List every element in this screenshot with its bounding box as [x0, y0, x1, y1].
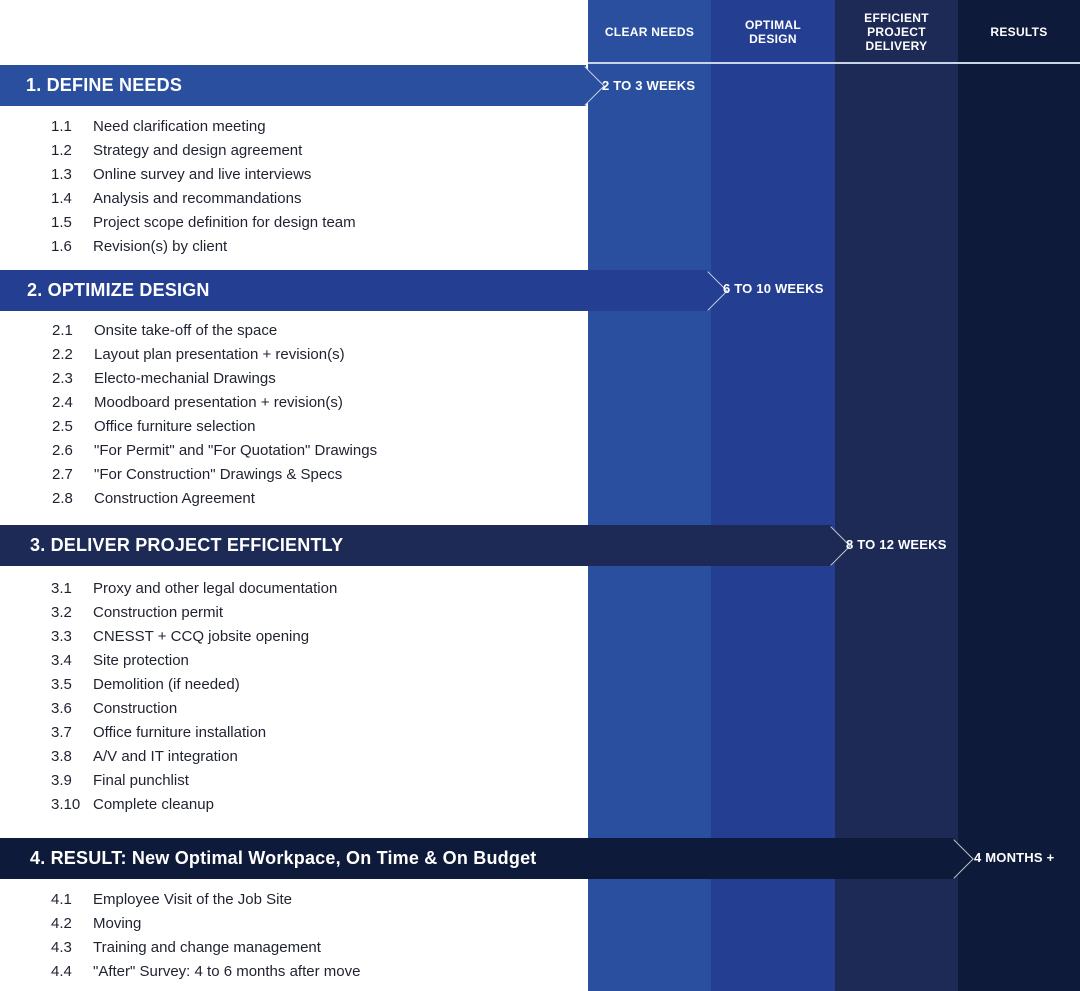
list-item — [0, 648, 588, 672]
item-number: 1.5 — [51, 213, 72, 231]
item-text: Moodboard presentation + revision(s) — [94, 393, 343, 411]
item-number: 3.6 — [51, 699, 72, 717]
item-number: 2.8 — [52, 489, 73, 507]
item-text: Office furniture installation — [93, 723, 267, 741]
item-number: 4.1 — [51, 890, 72, 908]
list-item — [0, 744, 588, 768]
list-item — [0, 234, 588, 258]
item-number: 3.5 — [51, 675, 72, 693]
column-header-results: RESULTS — [990, 24, 1048, 39]
item-text: Construction Agreement — [94, 489, 255, 507]
phase-column-results — [958, 0, 1080, 991]
duration-label: 6 TO 10 WEEKS — [723, 281, 824, 296]
section-title: 1. DEFINE NEEDS — [26, 75, 183, 95]
item-text: Proxy and other legal documentation — [93, 579, 338, 597]
list-item — [0, 768, 588, 792]
section-item-list — [0, 114, 588, 258]
column-header-optimal-design: OPTIMAL DESIGN — [744, 17, 802, 46]
item-text: Onsite take-off of the space — [94, 321, 278, 339]
item-number: 4.3 — [51, 938, 72, 956]
item-number: 1.6 — [51, 237, 72, 255]
list-item — [0, 600, 588, 624]
list-item — [0, 390, 588, 414]
list-item — [0, 414, 588, 438]
item-text: "For Construction" Drawings & Specs — [94, 465, 343, 483]
item-text: CNESST + CCQ jobsite opening — [93, 627, 310, 645]
item-text: Employee Visit of the Job Site — [93, 890, 292, 908]
list-item — [0, 318, 588, 342]
item-number: 3.9 — [51, 771, 72, 789]
item-text: Strategy and design agreement — [93, 141, 303, 159]
section-item-list — [0, 318, 588, 510]
item-text: Construction permit — [93, 603, 224, 621]
item-number: 3.1 — [51, 579, 72, 597]
list-item — [0, 366, 588, 390]
item-number: 4.4 — [51, 962, 72, 980]
item-number: 1.4 — [51, 189, 72, 207]
item-number: 1.3 — [51, 165, 72, 183]
item-number: 3.3 — [51, 627, 72, 645]
list-item — [0, 672, 588, 696]
item-number: 1.2 — [51, 141, 72, 159]
item-number: 3.7 — [51, 723, 72, 741]
item-number: 2.1 — [52, 321, 73, 339]
duration-label: 2 TO 3 WEEKS — [602, 78, 696, 93]
list-item — [0, 911, 588, 935]
section-title: 2. OPTIMIZE DESIGN — [27, 280, 210, 300]
section-item-list — [0, 887, 588, 983]
section-title: 3. DELIVER PROJECT EFFICIENTLY — [30, 535, 344, 555]
item-text: "After" Survey: 4 to 6 months after move — [93, 962, 361, 980]
item-text: Final punchlist — [93, 771, 189, 789]
section-header-deliver-project — [0, 525, 832, 566]
item-text: Analysis and recommandations — [93, 189, 302, 207]
item-number: 2.3 — [52, 369, 73, 387]
list-item — [0, 162, 588, 186]
item-number: 2.5 — [52, 417, 73, 435]
item-number: 3.4 — [51, 651, 72, 669]
item-text: Training and change management — [93, 938, 321, 956]
item-text: Project scope definition for design team — [93, 213, 356, 231]
section-item-list — [0, 576, 588, 816]
list-item — [0, 624, 588, 648]
list-item — [0, 935, 588, 959]
item-text: Moving — [93, 914, 142, 932]
item-text: Site protection — [93, 651, 189, 669]
item-number: 3.8 — [51, 747, 72, 765]
section-header-result — [0, 838, 955, 879]
item-text: Layout plan presentation + revision(s) — [94, 345, 345, 363]
list-item — [0, 887, 588, 911]
list-item — [0, 210, 588, 234]
duration-label: 8 TO 12 WEEKS — [846, 537, 947, 552]
list-item — [0, 720, 588, 744]
item-text: Construction — [93, 699, 178, 717]
list-item — [0, 576, 588, 600]
list-item — [0, 959, 588, 983]
column-header-clear-needs: CLEAR NEEDS — [604, 24, 695, 39]
duration-label: 4 MONTHS + — [974, 850, 1055, 865]
column-header-efficient-delivery: EFFICIENT PROJECT DELIVERY — [864, 10, 929, 53]
section-header-optimize-design — [0, 270, 709, 311]
item-number: 2.4 — [52, 393, 73, 411]
list-item — [0, 696, 588, 720]
item-number: 2.2 — [52, 345, 73, 363]
section-header-define-needs — [0, 65, 586, 106]
item-text: Electo-mechanial Drawings — [94, 369, 276, 387]
item-text: Complete cleanup — [93, 795, 214, 813]
item-text: Office furniture selection — [94, 417, 256, 435]
item-number: 3.2 — [51, 603, 72, 621]
item-number: 4.2 — [51, 914, 72, 932]
item-number: 1.1 — [51, 117, 72, 135]
item-text: A/V and IT integration — [93, 747, 238, 765]
list-item — [0, 342, 588, 366]
list-item — [0, 792, 588, 816]
list-item — [0, 138, 588, 162]
item-number: 3.10 — [51, 795, 81, 813]
list-item — [0, 186, 588, 210]
item-text: Online survey and live interviews — [93, 165, 312, 183]
section-title: 4. RESULT: New Optimal Workpace, On Time & On Budget — [30, 848, 537, 868]
item-text: Revision(s) by client — [93, 237, 228, 255]
list-item — [0, 114, 588, 138]
list-item — [0, 462, 588, 486]
list-item — [0, 486, 588, 510]
item-number: 2.7 — [52, 465, 73, 483]
item-number: 2.6 — [52, 441, 73, 459]
item-text: "For Permit" and "For Quotation" Drawings — [94, 441, 378, 459]
header-rule — [588, 62, 1080, 64]
item-text: Demolition (if needed) — [93, 675, 240, 693]
item-text: Need clarification meeting — [93, 117, 266, 135]
list-item — [0, 438, 588, 462]
